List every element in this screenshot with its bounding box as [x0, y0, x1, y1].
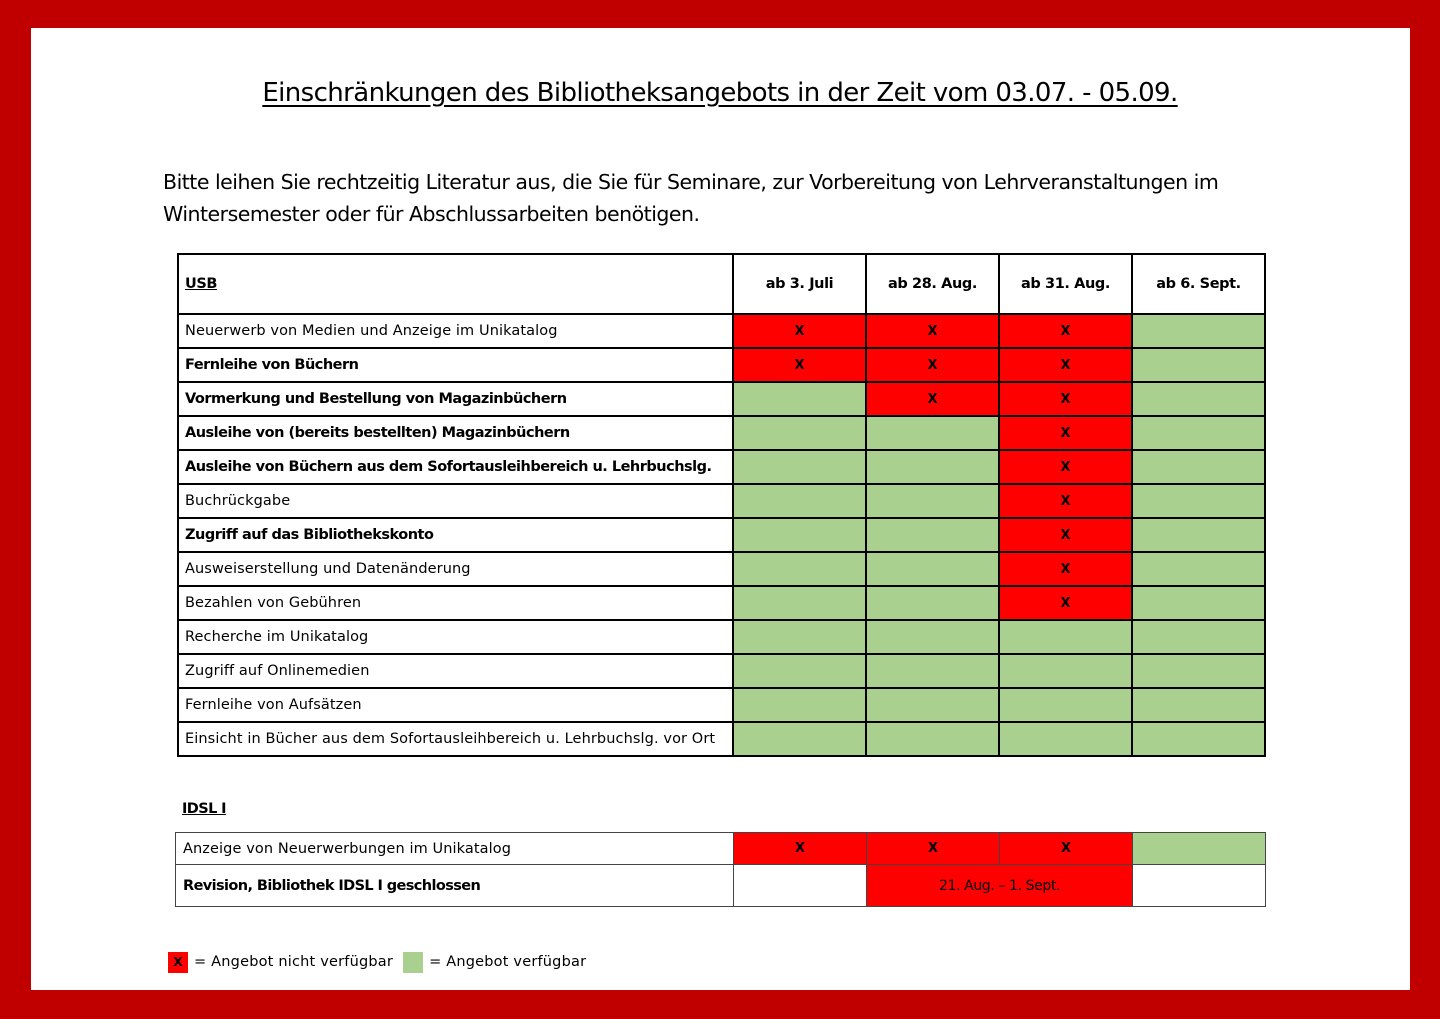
status-cell-unavailable: X [999, 484, 1132, 518]
status-cell-available [866, 620, 999, 654]
usb-header-label: USB [178, 254, 733, 314]
status-cell-available [733, 518, 866, 552]
status-cell-available [1132, 688, 1265, 722]
status-cell-empty [734, 865, 867, 907]
status-cell-available [1132, 552, 1265, 586]
idsl-table [175, 832, 1266, 907]
status-cell-unavailable: X [999, 348, 1132, 382]
row-label: Bezahlen von Gebühren [178, 586, 733, 620]
status-cell-unavailable: X [867, 833, 1000, 865]
intro-text: Bitte leihen Sie rechtzeitig Literatur aus, die Sie für Seminare, zur Vorbereitung von Lehrveranstaltungen im Wintersemester oder für Abschlussarbeiten benötigen. [163, 170, 1219, 226]
status-cell-unavailable: X [999, 518, 1132, 552]
column-header: ab 6. Sept. [1132, 254, 1265, 314]
status-cell-available [999, 722, 1132, 756]
status-cell-empty [1133, 865, 1266, 907]
row-label: Vormerkung und Bestellung von Magazinbüchern [178, 382, 733, 416]
status-cell-unavailable: X [866, 314, 999, 348]
status-cell-available [866, 722, 999, 756]
status-cell-available [733, 688, 866, 722]
status-cell-available [866, 450, 999, 484]
status-cell-unavailable: X [999, 416, 1132, 450]
status-cell-available [1132, 382, 1265, 416]
status-cell-unavailable: X [733, 348, 866, 382]
table-row [178, 314, 1265, 348]
table-row [178, 450, 1265, 484]
status-cell-available [866, 416, 999, 450]
status-cell-unavailable: X [999, 382, 1132, 416]
row-label: Ausleihe von (bereits bestellten) Magazinbüchern [178, 416, 733, 450]
status-cell-available [1132, 620, 1265, 654]
table-row [176, 865, 1266, 907]
status-cell-available [733, 586, 866, 620]
status-cell-available [733, 484, 866, 518]
table-row [178, 416, 1265, 450]
table-row [178, 620, 1265, 654]
row-label: Neuerwerb von Medien und Anzeige im Unikatalog [178, 314, 733, 348]
legend-swatch-unavailable: X [168, 952, 188, 973]
status-cell-unavailable: X [999, 314, 1132, 348]
idsl-header: IDSL I [182, 801, 226, 817]
column-header: ab 28. Aug. [866, 254, 999, 314]
table-row [178, 382, 1265, 416]
row-label: Fernleihe von Aufsätzen [178, 688, 733, 722]
table-row [178, 552, 1265, 586]
status-cell-available [733, 620, 866, 654]
status-cell-unavailable: X [734, 833, 867, 865]
status-cell-available [866, 586, 999, 620]
status-cell-available [1132, 348, 1265, 382]
column-header: ab 3. Juli [733, 254, 866, 314]
column-header: ab 31. Aug. [999, 254, 1132, 314]
row-label: Anzeige von Neuerwerbungen im Unikatalog [176, 833, 734, 865]
status-cell-available [1132, 484, 1265, 518]
status-cell-available [999, 688, 1132, 722]
table-row [178, 722, 1265, 756]
status-cell-available [1132, 586, 1265, 620]
status-cell-available [1132, 654, 1265, 688]
status-cell-unavailable: X [1000, 833, 1133, 865]
row-label: Zugriff auf das Bibliothekskonto [178, 518, 733, 552]
status-cell-available [866, 654, 999, 688]
status-cell-available [999, 620, 1132, 654]
status-cell-available [1132, 314, 1265, 348]
status-cell-available [733, 654, 866, 688]
status-cell-available [733, 382, 866, 416]
row-label: Einsicht in Bücher aus dem Sofortausleihbereich u. Lehrbuchslg. vor Ort [178, 722, 733, 756]
status-cell-unavailable: X [733, 314, 866, 348]
status-cell-unavailable: X [999, 552, 1132, 586]
status-cell-available [866, 518, 999, 552]
legend [168, 951, 596, 973]
usb-table [177, 253, 1266, 757]
legend-swatch-available [403, 952, 423, 973]
row-label: Buchrückgabe [178, 484, 733, 518]
legend-text-unavailable: = Angebot nicht verfügbar [194, 954, 394, 970]
row-label: Ausweiserstellung und Datenänderung [178, 552, 733, 586]
table-row [178, 484, 1265, 518]
status-cell-unavailable: X [866, 382, 999, 416]
table-row [178, 518, 1265, 552]
row-label: Zugriff auf Onlinemedien [178, 654, 733, 688]
status-cell-available [733, 416, 866, 450]
page-title: Einschränkungen des Bibliotheksangebots in der Zeit vom 03.07. - 05.09. [262, 78, 1178, 108]
status-cell-available [733, 722, 866, 756]
table-row [176, 833, 1266, 865]
row-label: Fernleihe von Büchern [178, 348, 733, 382]
status-cell-available [1133, 833, 1266, 865]
status-cell-available [866, 484, 999, 518]
row-label: Revision, Bibliothek IDSL I geschlossen [176, 865, 734, 907]
status-cell-available [999, 654, 1132, 688]
status-cell-available [1132, 518, 1265, 552]
closed-period-cell: 21. Aug. – 1. Sept. [867, 865, 1133, 907]
table-row [178, 688, 1265, 722]
status-cell-unavailable: X [866, 348, 999, 382]
status-cell-unavailable: X [999, 450, 1132, 484]
status-cell-available [733, 450, 866, 484]
status-cell-available [1132, 722, 1265, 756]
status-cell-unavailable: X [999, 586, 1132, 620]
table-row [178, 586, 1265, 620]
table-row [178, 348, 1265, 382]
table-row [178, 654, 1265, 688]
status-cell-available [866, 552, 999, 586]
status-cell-available [866, 688, 999, 722]
status-cell-available [1132, 450, 1265, 484]
legend-text-available: = Angebot verfügbar [429, 954, 587, 970]
row-label: Recherche im Unikatalog [178, 620, 733, 654]
row-label: Ausleihe von Büchern aus dem Sofortausleihbereich u. Lehrbuchslg. [178, 450, 733, 484]
usb-header-row [178, 254, 1265, 314]
status-cell-available [1132, 416, 1265, 450]
status-cell-available [733, 552, 866, 586]
